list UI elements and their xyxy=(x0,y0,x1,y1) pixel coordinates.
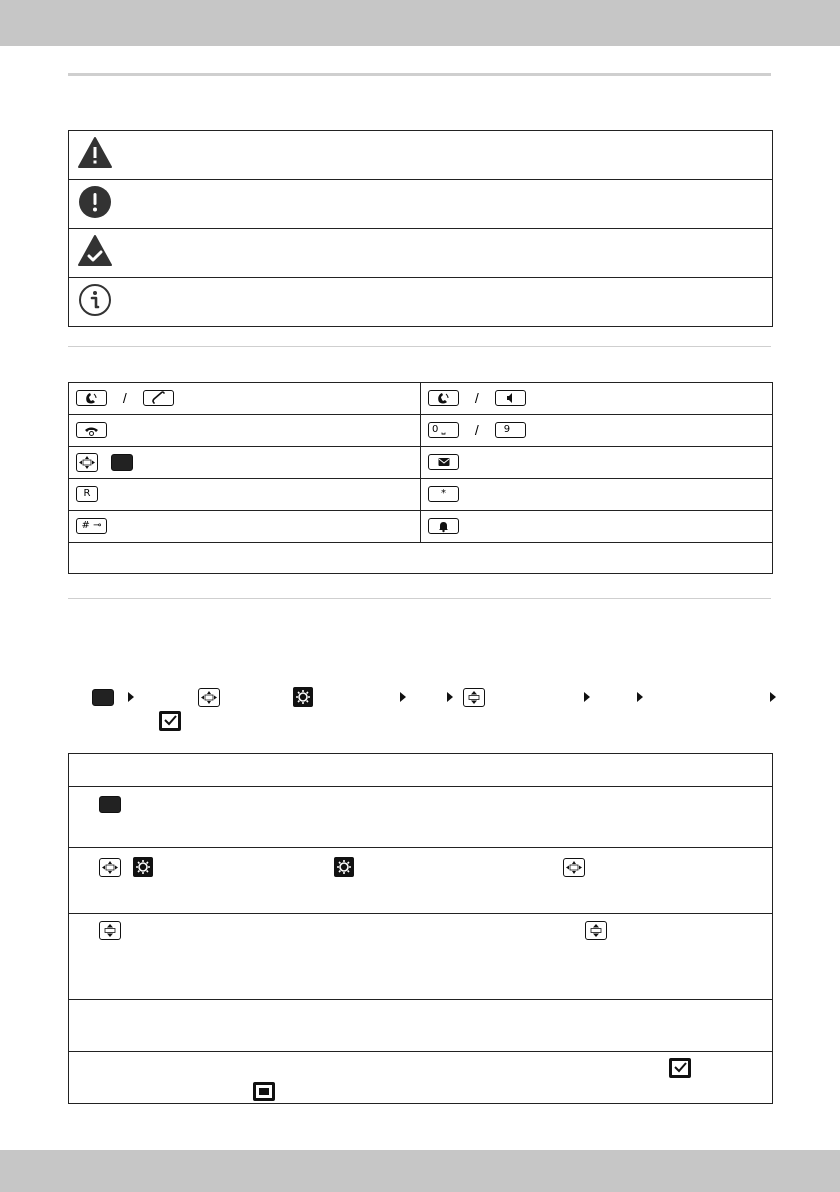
end-call-key-icon xyxy=(76,422,107,438)
control-key-icon xyxy=(99,858,121,877)
key-0-icon: 0 ⎵ xyxy=(428,422,459,438)
table-row xyxy=(69,383,773,415)
talk-key-icon xyxy=(76,390,107,406)
menu-key-icon xyxy=(99,796,121,813)
or-separator: / xyxy=(122,389,127,406)
control-key-icon xyxy=(563,858,585,877)
warning-triangle-icon xyxy=(77,136,113,170)
arrow-right-icon xyxy=(584,692,590,702)
hash-key-icon: # ⊸ xyxy=(76,518,107,534)
symbols-table xyxy=(68,130,773,327)
control-key-icon xyxy=(76,453,98,472)
table-row xyxy=(69,1000,773,1052)
table-row xyxy=(69,415,773,447)
updown-key-icon xyxy=(463,688,485,707)
check-triangle-icon xyxy=(77,234,113,268)
header-bar xyxy=(0,0,840,46)
exclamation-circle-icon xyxy=(77,184,113,220)
or-separator: / xyxy=(474,421,479,438)
settings-gear-icon xyxy=(133,857,153,877)
table-row xyxy=(69,914,773,1000)
table-row xyxy=(69,229,773,278)
recall-key-icon: R xyxy=(76,486,98,502)
checked-box-icon xyxy=(159,711,181,736)
key-9-icon: 9 xyxy=(495,422,526,438)
table-row xyxy=(69,754,773,787)
star-key-icon: * xyxy=(428,486,459,502)
table-row xyxy=(69,479,773,511)
arrow-right-icon xyxy=(400,692,406,702)
updown-key-icon xyxy=(99,921,121,940)
arrow-right-icon xyxy=(447,692,453,702)
info-circle-icon xyxy=(77,282,113,318)
section-rule xyxy=(68,598,771,599)
arrow-right-icon xyxy=(770,692,776,702)
arrow-right-icon xyxy=(128,692,134,702)
updown-key-icon xyxy=(585,921,607,940)
settings-gear-icon xyxy=(293,687,313,707)
table-row xyxy=(69,180,773,229)
unchecked-box-icon xyxy=(253,1082,275,1106)
table-row xyxy=(69,278,773,327)
settings-gear-icon xyxy=(334,857,354,877)
section-rule xyxy=(68,346,771,347)
table-row xyxy=(69,447,773,479)
checked-box-icon xyxy=(669,1058,691,1083)
menu-key-icon xyxy=(92,689,114,706)
table-row xyxy=(69,1052,773,1104)
talk-key-icon xyxy=(428,390,459,406)
menu-key-icon xyxy=(111,454,133,471)
table-row xyxy=(69,131,773,180)
footer-bar xyxy=(0,1150,840,1192)
table-row xyxy=(69,848,773,914)
table-row xyxy=(69,543,773,574)
speaker-key-icon xyxy=(495,390,526,406)
message-key-icon xyxy=(428,454,459,470)
table-row xyxy=(69,511,773,543)
control-key-icon xyxy=(198,688,220,707)
table-row xyxy=(69,787,773,848)
menu-path xyxy=(92,687,776,707)
or-separator: / xyxy=(474,389,479,406)
keys-table xyxy=(68,382,773,574)
procedure-table xyxy=(68,753,773,1104)
header-rule xyxy=(68,73,771,76)
arrow-right-icon xyxy=(637,692,643,702)
bell-key-icon xyxy=(428,518,459,534)
handset-key-icon xyxy=(143,390,174,406)
